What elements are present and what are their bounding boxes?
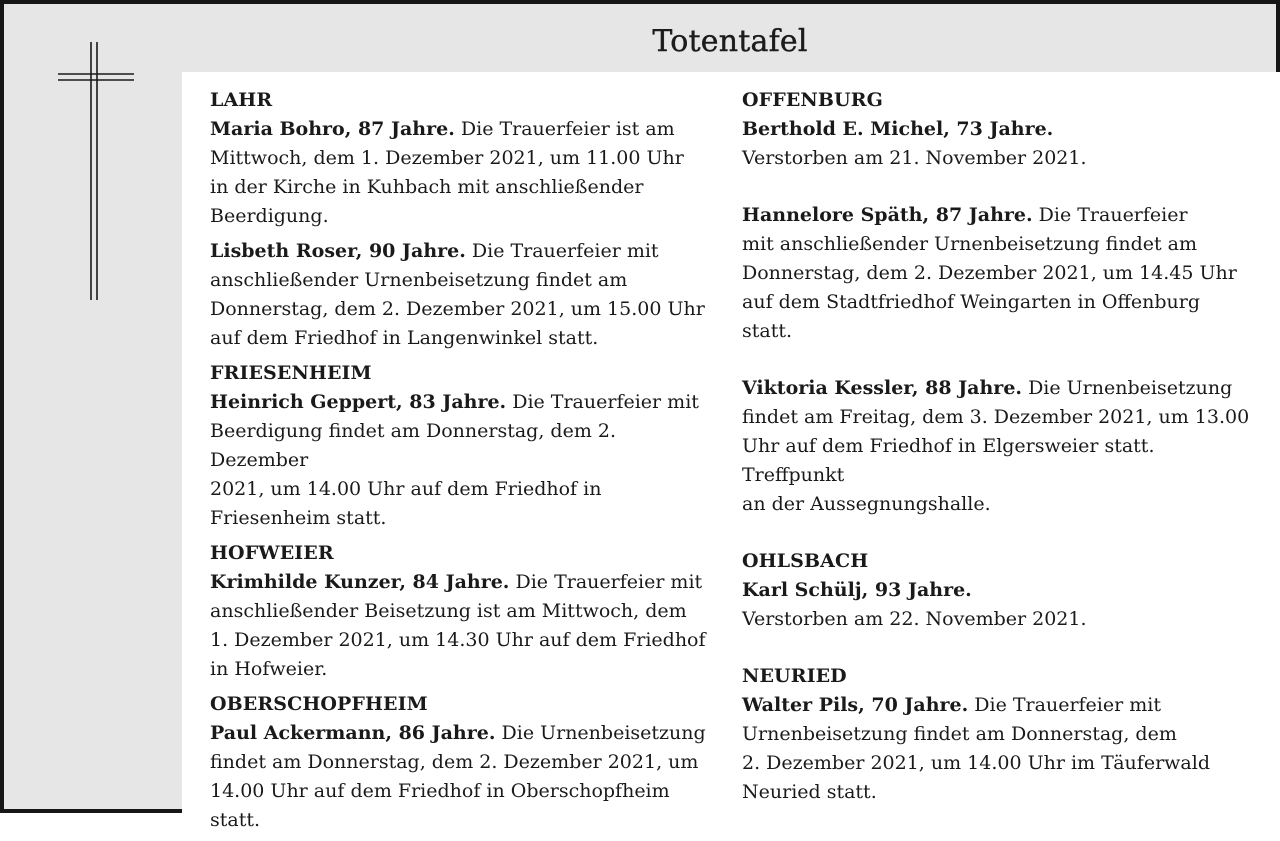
entry-text: Die Trauerfeier mit bbox=[509, 571, 703, 593]
section-ohlsbach bbox=[742, 547, 1262, 634]
place-heading: OHLSBACH bbox=[742, 550, 869, 572]
entry-text: Friesenheim statt. bbox=[210, 507, 387, 529]
entry-text: Die Trauerfeier mit bbox=[465, 240, 659, 262]
place-heading: FRIESENHEIM bbox=[210, 362, 372, 384]
deceased-name: Karl Schülj, 93 Jahre. bbox=[742, 579, 972, 601]
entry-text: Urnenbeisetzung findet am Donnerstag, dem bbox=[742, 723, 1177, 745]
entry-text: Beerdigung findet am Donnerstag, dem 2. Dezember bbox=[210, 420, 617, 471]
obituary-content bbox=[182, 72, 1280, 831]
obituary-entry bbox=[210, 115, 720, 231]
deceased-name: Viktoria Kessler, 88 Jahre. bbox=[742, 377, 1023, 399]
entry-text: Verstorben am 21. November 2021. bbox=[742, 147, 1087, 169]
obituary-entry bbox=[210, 388, 720, 533]
entry-text: findet am Donnerstag, dem 2. Dezember 2021, um bbox=[210, 751, 699, 773]
entry-text: Die Trauerfeier mit bbox=[968, 694, 1161, 716]
deceased-name: Maria Bohro, 87 Jahre. bbox=[210, 118, 455, 140]
entry-text: Beerdigung. bbox=[210, 205, 329, 227]
entry-text: Die Urnenbeisetzung bbox=[1022, 377, 1233, 399]
spacer bbox=[742, 179, 1262, 201]
obituary-entry bbox=[742, 115, 1262, 173]
deceased-name: Heinrich Geppert, 83 Jahre. bbox=[210, 391, 507, 413]
entry-text: 1. Dezember 2021, um 14.30 Uhr auf dem Friedhof bbox=[210, 629, 706, 651]
obituary-entry bbox=[742, 201, 1262, 346]
entry-text: Die Trauerfeier mit bbox=[506, 391, 699, 413]
entry-text: in der Kirche in Kuhbach mit anschließender bbox=[210, 176, 644, 198]
entry-text: in Hofweier. bbox=[210, 658, 328, 680]
spacer bbox=[742, 352, 1262, 374]
entry-text: Donnerstag, dem 2. Dezember 2021, um 15.00 Uhr bbox=[210, 298, 705, 320]
entry-text: 14.00 Uhr auf dem Friedhof in Oberschopfheim statt. bbox=[210, 780, 670, 831]
entry-text: Die Trauerfeier ist am bbox=[454, 118, 675, 140]
left-column bbox=[210, 86, 720, 841]
entry-text: 2021, um 14.00 Uhr auf dem Friedhof in bbox=[210, 478, 602, 500]
place-heading: LAHR bbox=[210, 89, 273, 111]
place-heading: HOFWEIER bbox=[210, 542, 334, 564]
entry-text: findet am Freitag, dem 3. Dezember 2021, um 13.00 bbox=[742, 406, 1250, 428]
entry-text: auf dem Stadtfriedhof Weingarten in Offenburg bbox=[742, 291, 1201, 313]
entry-text: Uhr auf dem Friedhof in Elgersweier statt. Treffpunkt bbox=[742, 435, 1155, 486]
entry-text: Die Trauerfeier bbox=[1032, 204, 1188, 226]
obituary-entry bbox=[210, 719, 720, 835]
entry-text: anschließender Urnenbeisetzung findet am bbox=[210, 269, 628, 291]
place-heading: NEURIED bbox=[742, 665, 847, 687]
entry-text: statt. bbox=[742, 320, 793, 342]
entry-text: auf dem Friedhof in Langenwinkel statt. bbox=[210, 327, 599, 349]
deceased-name: Walter Pils, 70 Jahre. bbox=[742, 694, 969, 716]
obituary-entry bbox=[210, 237, 720, 353]
entry-text: anschließender Beisetzung ist am Mittwoch, dem bbox=[210, 600, 687, 622]
obituary-entry bbox=[742, 691, 1262, 807]
deceased-name: Krimhilde Kunzer, 84 Jahre. bbox=[210, 571, 510, 593]
deceased-name: Paul Ackermann, 86 Jahre. bbox=[210, 722, 496, 744]
entry-text: 2. Dezember 2021, um 14.00 Uhr im Täuferwald bbox=[742, 752, 1210, 774]
deceased-name: Berthold E. Michel, 73 Jahre. bbox=[742, 118, 1054, 140]
entry-text: Mittwoch, dem 1. Dezember 2021, um 11.00 Uhr bbox=[210, 147, 684, 169]
entry-text: Donnerstag, dem 2. Dezember 2021, um 14.45 Uhr bbox=[742, 262, 1237, 284]
section-hofweier bbox=[210, 539, 720, 684]
entry-text: mit anschließender Urnenbeisetzung findet am bbox=[742, 233, 1198, 255]
spacer bbox=[742, 640, 1262, 662]
section-oberschopfheim bbox=[210, 690, 720, 835]
cross-icon bbox=[56, 42, 136, 302]
deceased-name: Lisbeth Roser, 90 Jahre. bbox=[210, 240, 466, 262]
section-offenburg bbox=[742, 86, 1262, 519]
right-column bbox=[742, 86, 1262, 813]
entry-text: Die Urnenbeisetzung bbox=[495, 722, 706, 744]
entry-text: Neuried statt. bbox=[742, 781, 877, 803]
section-friesenheim bbox=[210, 359, 720, 533]
obituary-entry bbox=[210, 568, 720, 684]
place-heading: OBERSCHOPFHEIM bbox=[210, 693, 428, 715]
section-neuried bbox=[742, 662, 1262, 807]
entry-text: an der Aussegnungshalle. bbox=[742, 493, 991, 515]
entry-text: Verstorben am 22. November 2021. bbox=[742, 608, 1087, 630]
spacer bbox=[742, 525, 1262, 547]
section-lahr bbox=[210, 86, 720, 353]
obituary-entry bbox=[742, 576, 1262, 634]
page-title: Totentafel bbox=[652, 24, 808, 59]
deceased-name: Hannelore Späth, 87 Jahre. bbox=[742, 204, 1033, 226]
place-heading: OFFENBURG bbox=[742, 89, 883, 111]
obituary-entry bbox=[742, 374, 1262, 519]
